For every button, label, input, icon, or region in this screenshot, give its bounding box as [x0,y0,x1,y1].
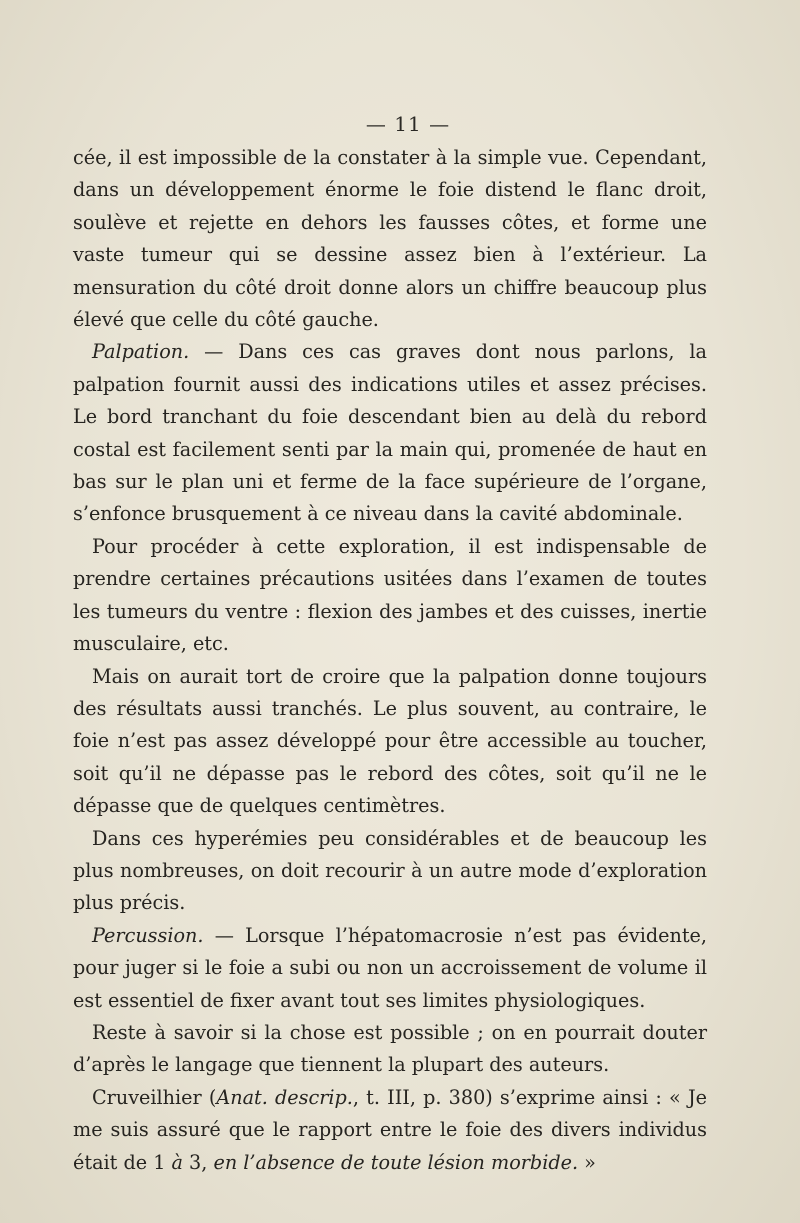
citation-title: Anat. descrip. [216,1085,353,1109]
quote-close: » [578,1150,596,1174]
quote-text-2: 3, [182,1150,214,1174]
quote-italic-emphasis: en l’absence de toute lésion morbide. [213,1150,579,1174]
paragraph-percussion [73,920,707,1017]
paragraph-4: Mais on aurait tort de croire que la palpation donne toujours des résultats aussi tranchés. Le plus souvent, au contraire, le foie n’est pas assez développé pour être accessible au toucher, soit qu’il ne dépasse pas le rebord des côtes, soit qu’il ne le dépasse que de quelques centimètres. [73,664,707,818]
paragraph-palpation [73,336,707,530]
paragraph-text: — Lorsque l’hépatomacrosie n’est pas évidente, pour juger si le foie a subi ou non un accroissement de volume il est essentiel de fixer avant tout ses limites physiologiques. [73,923,707,1012]
paragraph-text: — Dans ces cas graves dont nous parlons, la palpation fournit aussi des indications utiles et assez précises. Le bord tranchant du foie descendant bien au delà du rebord costal est facilement senti par la main qui, promenée de haut en bas sur le plan uni et ferme de la face supérieure de l’organe, s’enfonce brusquement à ce niveau dans la cavité abdominale. [73,340,707,526]
paragraph-1: cée, il est impossible de la constater à la simple vue. Cependant, dans un développement énorme le foie distend le flanc droit, soulève et rejette en dehors les fausses côtes, et forme une vaste tumeur qui se dessine assez bien à l’extérieur. La mensuration du côté droit donne alors un chiffre beaucoup plus élevé que celle du côté gauche. [73,146,707,332]
section-heading-percussion: Percussion. [92,923,204,947]
paragraph-5: Dans ces hyperémies peu considérables et de beaucoup les plus nombreuses, on doit recourir à un autre mode d’exploration plus précis. [73,826,707,915]
page-number: — 11 — [365,112,451,136]
paragraph-cruveilhier [73,1082,707,1179]
quote-text: , t. III, p. 380) s’exprime ainsi : « Je me suis assuré que le rapport entre le foie des divers individus était de 1 [73,1085,708,1174]
paragraph-3: Pour procéder à cette exploration, il est indispensable de prendre certaines précautions usitées dans l’examen de toutes les tumeurs du ventre : flexion des jambes et des cuisses, inertie musculaire, etc. [73,534,707,656]
body-text [73,142,707,1179]
citation-lead: Cruveilhier ( [92,1085,217,1109]
quote-italic-a: à [171,1150,183,1174]
paragraph-7: Reste à savoir si la chose est possible ; on en pourrait douter d’après le langage que tiennent la plupart des auteurs. [73,1020,707,1077]
section-heading-palpation: Palpation. [92,340,190,364]
